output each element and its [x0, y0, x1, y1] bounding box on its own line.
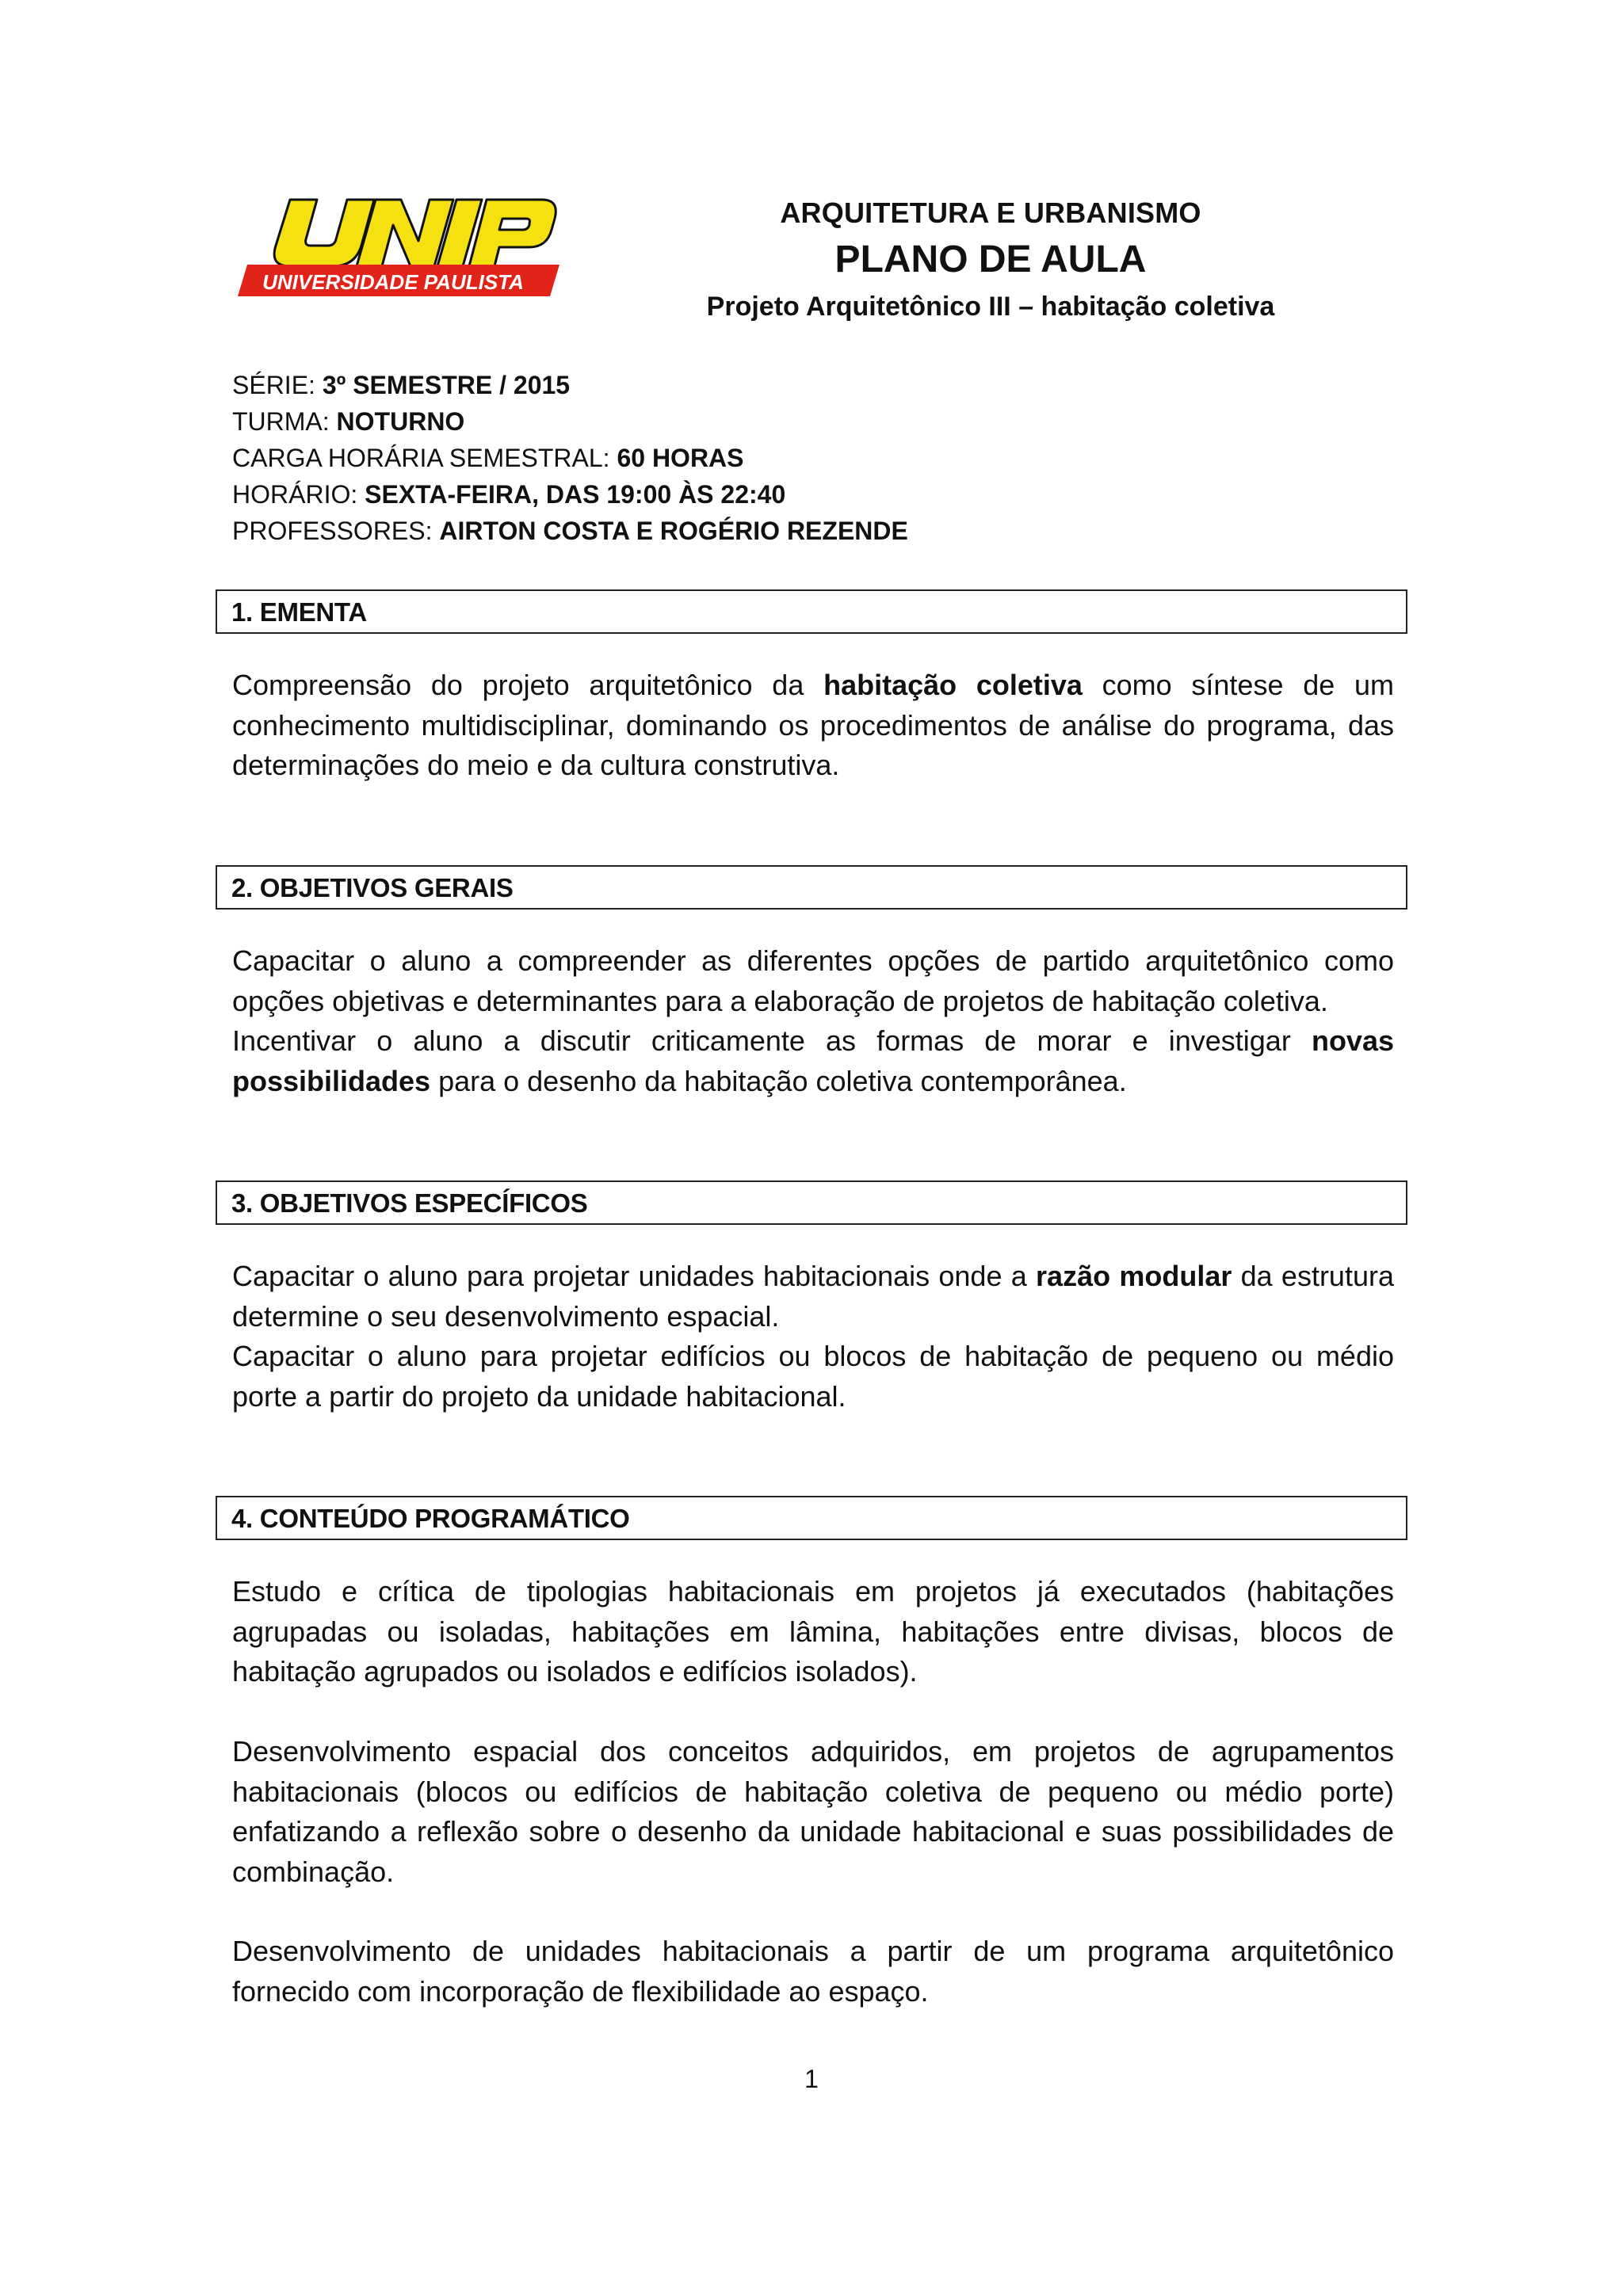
text-run-bold: novas possibilidades: [232, 1024, 1394, 1097]
info-value: SEXTA-FEIRA, DAS 19:00 ÀS 22:40: [365, 480, 786, 509]
text-run: para o desenho da habitação coletiva contemporânea.: [430, 1064, 1127, 1097]
info-turma: [232, 407, 464, 437]
text-run: Compreensão do projeto arquitetônico da: [232, 669, 824, 701]
info-value: 60 HORAS: [617, 444, 744, 472]
objetivos-gerais-paragraph-2: [232, 1021, 1394, 1101]
info-professores: [232, 517, 908, 546]
logo-subtitle: UNIVERSIDADE PAULISTA: [262, 270, 524, 294]
info-serie: [232, 371, 570, 400]
info-label: HORÁRIO:: [232, 480, 365, 509]
section-title: 1. EMENTA: [231, 597, 367, 627]
text-run-bold: razão modular: [1036, 1260, 1232, 1292]
unip-logo: [235, 195, 559, 296]
info-label: CARGA HORÁRIA SEMESTRAL:: [232, 444, 617, 472]
text-run-bold: habitação coletiva: [823, 669, 1083, 701]
conteudo-paragraph-1: Estudo e crítica de tipologias habitacionais em projetos já executados (habitações agrupadas ou isoladas, habitações em lâmina, habitações entre divisas, blocos de habitação agrupados ou isolados e edifícios isolados).: [232, 1575, 1394, 1688]
section-title: 3. OBJETIVOS ESPECÍFICOS: [231, 1188, 588, 1218]
objetivos-gerais-paragraph-1: Capacitar o aluno a compreender as diferentes opções de partido arquitetônico como opções objetivas e determinantes para a elaboração de projetos de habitação coletiva.: [232, 944, 1394, 1017]
text-run: como síntese de um conhecimento multidisciplinar, dominando os procedimentos de análise do programa, das determinações do meio e da cultura construtiva.: [232, 669, 1394, 781]
objetivos-especificos-paragraph-1: [232, 1257, 1394, 1337]
ementa-paragraph: [232, 666, 1394, 786]
text-run: Capacitar o aluno para projetar unidades habitacionais onde a: [232, 1260, 1037, 1292]
section-title: 4. CONTEÚDO PROGRAMÁTICO: [231, 1504, 630, 1533]
section-heading-ementa: [216, 589, 1407, 634]
conteudo-paragraph-3: Desenvolvimento de unidades habitacionais a partir de um programa arquitetônico fornecido com incorporação de flexibilidade ao espaço.: [232, 1935, 1394, 2008]
info-value: 3º SEMESTRE / 2015: [322, 371, 571, 399]
info-label: TURMA:: [232, 407, 337, 436]
info-carga-horaria: [232, 444, 744, 473]
section-heading-objetivos-gerais: [216, 865, 1407, 910]
info-label: PROFESSORES:: [232, 517, 440, 545]
info-label: SÉRIE:: [232, 371, 323, 399]
document-title: PLANO DE AULA: [834, 238, 1147, 280]
info-horario: [232, 480, 785, 509]
subject-title: Projeto Arquitetônico III – habitação coletiva: [706, 292, 1275, 322]
course-title: ARQUITETURA E URBANISMO: [780, 196, 1201, 229]
info-value: AIRTON COSTA E ROGÉRIO REZENDE: [439, 517, 908, 545]
text-run: Incentivar o aluno a discutir criticamente as formas de morar e investigar: [232, 1024, 1312, 1057]
section-heading-objetivos-especificos: [216, 1180, 1407, 1225]
section-title: 2. OBJETIVOS GERAIS: [231, 873, 514, 902]
info-value: NOTURNO: [336, 407, 465, 436]
section-heading-conteudo-programatico: [216, 1496, 1407, 1540]
objetivos-especificos-paragraph-2: Capacitar o aluno para projetar edifícios ou blocos de habitação de pequeno ou médio porte a partir do projeto da unidade habitacional.: [232, 1340, 1394, 1413]
text-run: da estrutura determine o seu desenvolvimento espacial.: [232, 1260, 1394, 1333]
page-number: 1: [804, 2065, 819, 2093]
unip-wordmark: [274, 200, 556, 266]
conteudo-paragraph-2: Desenvolvimento espacial dos conceitos adquiridos, em projetos de agrupamentos habitacionais (blocos ou edifícios de habitação coletiva de pequeno ou médio porte) enfatizando a reflexão sobre o desenho da unidade habitacional e suas possibilidades de combinação.: [232, 1735, 1394, 1888]
